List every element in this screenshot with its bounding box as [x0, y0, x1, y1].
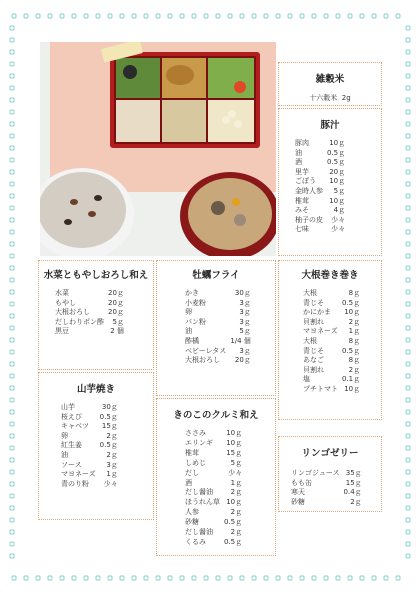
- ingredient-row: [185, 327, 251, 337]
- ingredient-amount: 10ｇ: [226, 438, 243, 447]
- ingredient-name: 寒天: [291, 488, 305, 497]
- ingredient-amount: 15ｇ: [226, 448, 243, 457]
- ingredient-row: [185, 299, 251, 309]
- ingredient-name: 山芋: [61, 403, 75, 411]
- ingredient-amount: 5ｇ: [333, 186, 346, 195]
- ingredient-name: 油: [185, 327, 192, 336]
- ingredient-row: [295, 149, 345, 159]
- ingredient-row: [61, 403, 118, 413]
- ingredient-amount: 2ｇ: [106, 431, 118, 440]
- ingredient-amount: 少々: [331, 215, 346, 224]
- ingredient-row: [303, 385, 360, 395]
- ingredient-name: くるみ: [185, 537, 206, 546]
- ingredient-list: [55, 289, 124, 337]
- ingredient-name: 砂糖: [185, 518, 199, 527]
- ingredient-name: リンゴジュース: [291, 469, 340, 477]
- ingredient-name: 豚肉: [295, 139, 309, 147]
- ingredient-amount: 1ｇ: [348, 327, 361, 336]
- ingredient-name: みそ: [295, 206, 309, 215]
- ingredient-row: [185, 528, 242, 538]
- ingredient-row: [185, 289, 251, 299]
- ingredient-name: だし醤油: [185, 528, 213, 537]
- ingredient-row: [291, 488, 362, 498]
- ingredient-row: [295, 206, 345, 216]
- ingredient-name: キャベツ: [61, 422, 89, 431]
- ingredient-name: マヨネーズ: [61, 470, 96, 479]
- ingredient-row: [185, 429, 242, 439]
- ingredient-amount: 1ｇ: [230, 478, 243, 487]
- ingredient-row: [55, 318, 124, 328]
- ingredient-name: 柚子の皮: [295, 215, 323, 224]
- ingredient-amount: 0.5ｇ: [99, 441, 118, 450]
- ingredient-name: 貝割れ: [303, 317, 324, 326]
- ingredient-amount: 2ｇ: [348, 317, 361, 326]
- ingredient-list: [185, 289, 251, 366]
- ingredient-name: しめじ: [185, 458, 206, 467]
- ingredient-row: [55, 299, 124, 309]
- ingredient-row: [61, 451, 118, 461]
- ingredient-amount: 0.5ｇ: [327, 158, 346, 167]
- ingredient-amount: 10ｇ: [226, 429, 243, 437]
- ingredient-name: ベビーレタス: [185, 346, 227, 355]
- ingredient-amount: 10ｇ: [344, 308, 361, 317]
- section-title: 水菜ともやしおろし和え: [43, 270, 149, 281]
- ingredient-amount: 20ｇ: [108, 308, 124, 317]
- ingredient-name: 酢橘: [185, 336, 199, 345]
- ingredient-amount: 0.4ｇ: [343, 488, 362, 497]
- section-title: 大根巻き巻き: [301, 270, 359, 281]
- section-kaki: [156, 260, 276, 396]
- ingredient-amount: 30ｇ: [234, 289, 251, 297]
- ingredient-name: 青じそ: [303, 298, 324, 307]
- ingredient-amount: 35ｇ: [345, 469, 362, 477]
- ingredient-amount: 0.5ｇ: [342, 346, 361, 355]
- ingredient-row: [303, 327, 360, 337]
- ingredient-name: だし醤油: [185, 488, 213, 497]
- ingredient-row: [185, 508, 242, 518]
- ingredient-row: [295, 168, 345, 178]
- section-ringo: [278, 436, 382, 512]
- ingredient-row: [291, 469, 362, 479]
- ingredient-amount: 2ｇ: [230, 488, 243, 497]
- ingredient-amount: 10ｇ: [329, 139, 346, 147]
- ingredient-amount: 10ｇ: [344, 384, 361, 393]
- ingredient-row: [303, 356, 360, 366]
- ingredient-name: 大根: [303, 289, 317, 297]
- section-yamaimo: [38, 372, 154, 520]
- ingredient-amount: 2 個: [110, 327, 124, 336]
- ingredient-amount: 4ｇ: [333, 206, 346, 215]
- ingredient-name: だし: [185, 468, 199, 477]
- ingredient-name: ほうれん草: [185, 498, 220, 507]
- ingredient-name: 小麦粉: [185, 298, 206, 307]
- ingredient-name: もやし: [55, 298, 76, 307]
- ingredient-row: [303, 299, 360, 309]
- ingredient-amount: 20ｇ: [234, 356, 251, 365]
- ingredient-row: [61, 422, 118, 432]
- ingredient-amount: 5ｇ: [239, 327, 251, 336]
- ingredient-amount: 30ｇ: [101, 403, 118, 411]
- ingredient-row: [185, 469, 242, 479]
- section-daikon: [278, 260, 382, 420]
- ingredient-name: 紅生姜: [61, 441, 82, 450]
- ingredient-name: マヨネーズ: [303, 327, 338, 336]
- ingredient-name: もも缶: [291, 478, 312, 487]
- ingredient-amount: 0.5ｇ: [342, 298, 361, 307]
- ingredient-name: 酒: [185, 478, 192, 487]
- ingredient-row: [303, 289, 360, 299]
- ingredient-amount: 10ｇ: [226, 498, 243, 507]
- ingredient-list: [61, 403, 118, 489]
- ingredient-amount: 5ｇ: [230, 458, 243, 467]
- ingredient-amount: 20ｇ: [108, 289, 124, 297]
- ingredient-amount: 3ｇ: [106, 460, 118, 469]
- ingredient-row: [303, 308, 360, 318]
- ingredient-row: [55, 289, 124, 299]
- ingredient-amount: 少々: [103, 479, 118, 488]
- ingredient-name: 金時人参: [295, 186, 323, 195]
- ingredient-row: [185, 479, 242, 489]
- ingredient-amount: 8ｇ: [348, 356, 361, 365]
- ingredient-row: [295, 158, 345, 168]
- ingredient-amount: 3ｇ: [239, 308, 251, 317]
- ingredient-row: [185, 538, 242, 548]
- ingredient-row: [291, 479, 362, 489]
- ingredient-amount: 0.5ｇ: [224, 518, 243, 527]
- ingredient-amount: 3ｇ: [239, 317, 251, 326]
- ingredient-row: [291, 498, 362, 508]
- ingredient-name: 水菜: [55, 289, 69, 297]
- ingredient-amount: 15ｇ: [101, 422, 118, 431]
- section-title: 豚汁: [320, 120, 340, 131]
- ingredient-amount: 3ｇ: [239, 298, 251, 307]
- ingredient-amount: 20ｇ: [329, 167, 346, 176]
- ingredient-row: [295, 216, 345, 226]
- ingredient-name: 大根: [303, 336, 317, 345]
- ingredient-amount: 0.1ｇ: [342, 375, 361, 384]
- ingredient-row: [185, 439, 242, 449]
- ingredient-amount: 8ｇ: [348, 336, 361, 345]
- section-title: 山芋焼き: [76, 384, 115, 395]
- ingredient-name: だしわりポン酢: [55, 317, 104, 326]
- ingredient-name: 人参: [185, 508, 199, 517]
- ingredient-row: [61, 432, 118, 442]
- ingredient-row: [185, 308, 251, 318]
- ingredient-row: [303, 318, 360, 328]
- ingredient-row: [295, 177, 345, 187]
- ingredient-row: [185, 488, 242, 498]
- ingredient-amount: 1ｇ: [106, 470, 118, 479]
- meal-photo: [40, 42, 276, 256]
- ingredient-amount: 20ｇ: [108, 298, 124, 307]
- ingredient-name: 大根おろし: [55, 308, 90, 317]
- ingredient-name: 椎茸: [185, 448, 199, 457]
- ingredient-name: 桜えび: [61, 412, 82, 421]
- section-zakkokumai: [278, 62, 382, 106]
- ingredient-amount: 0.5ｇ: [224, 537, 243, 546]
- ingredient-list: [303, 289, 360, 395]
- ingredient-name: 青のり粉: [61, 479, 89, 488]
- ingredient-list: [295, 139, 345, 235]
- ingredient-name: 大根おろし: [185, 356, 220, 365]
- section-title: リンゴゼリー: [301, 448, 359, 459]
- ingredient-name: 貝割れ: [303, 365, 324, 374]
- ingredient-row: [185, 347, 251, 357]
- ingredient-row: [61, 480, 118, 490]
- ingredient-name: ソース: [61, 460, 82, 469]
- ingredient-list: [185, 429, 242, 548]
- ingredient-row: [295, 225, 345, 235]
- ingredient-amount: 2ｇ: [106, 450, 118, 459]
- ingredient-name: 里芋: [295, 167, 309, 176]
- ingredient-amount: 2ｇ: [350, 497, 362, 506]
- section-mizuna: [38, 260, 154, 370]
- section-title: 雑穀米: [315, 74, 345, 85]
- ingredient-amount: 15ｇ: [345, 478, 362, 487]
- ingredient-row: [61, 461, 118, 471]
- ingredient-amount: 10ｇ: [329, 196, 346, 205]
- ingredient-name: 七味: [295, 225, 309, 234]
- ingredient-amount: 0.5ｇ: [99, 412, 118, 421]
- ingredient-row: [55, 308, 124, 318]
- ingredient-name: パン粉: [185, 317, 206, 326]
- ingredient-name: かにかま: [303, 308, 331, 317]
- ingredient-amount: 少々: [331, 225, 346, 234]
- ingredient-row: [61, 413, 118, 423]
- ingredient-row: [55, 327, 124, 337]
- section-tonjiru: [278, 108, 382, 256]
- ingredient-name: 塩: [303, 375, 310, 384]
- ingredient-amount: 0.5ｇ: [327, 148, 346, 157]
- ingredient-name: ごぼう: [295, 177, 316, 186]
- ingredient-row: 十六穀米 2g: [309, 94, 351, 102]
- ingredient-row: [185, 318, 251, 328]
- ingredient-row: [303, 337, 360, 347]
- ingredient-row: [185, 518, 242, 528]
- ingredient-name: ささみ: [185, 429, 206, 437]
- ingredient-name: 砂糖: [291, 497, 305, 506]
- ingredient-amount: 1/4 個: [230, 336, 251, 345]
- ingredient-list: [291, 469, 362, 507]
- ingredient-amount: 2ｇ: [348, 365, 361, 374]
- ingredient-row: [303, 366, 360, 376]
- ingredient-name: 黒豆: [55, 327, 69, 336]
- ingredient-row: [61, 441, 118, 451]
- ingredient-amount: 10ｇ: [329, 177, 346, 186]
- ingredient-name: エリンギ: [185, 438, 213, 447]
- ingredient-name: 油: [61, 450, 68, 459]
- ingredient-name: 卵: [61, 431, 68, 440]
- ingredient-row: [295, 139, 345, 149]
- ingredient-amount: 3ｇ: [239, 346, 251, 355]
- ingredient-row: [185, 459, 242, 469]
- ingredient-name: あなご: [303, 356, 324, 365]
- ingredient-row: [185, 356, 251, 366]
- ingredient-amount: 2ｇ: [230, 528, 243, 537]
- ingredient-name: 卵: [185, 308, 192, 317]
- ingredient-row: [185, 498, 242, 508]
- ingredient-name: かき: [185, 289, 199, 297]
- section-kinoko: [156, 398, 276, 556]
- ingredient-name: 青じそ: [303, 346, 324, 355]
- ingredient-amount: 8ｇ: [348, 289, 361, 297]
- ingredient-amount: 2ｇ: [230, 508, 243, 517]
- ingredient-amount: 少々: [228, 468, 243, 477]
- ingredient-row: [303, 347, 360, 357]
- ingredient-name: 椎茸: [295, 196, 309, 205]
- ingredient-name: プチトマト: [303, 384, 338, 393]
- ingredient-row: [295, 197, 345, 207]
- ingredient-row: [295, 187, 345, 197]
- ingredient-row: [185, 337, 251, 347]
- section-title: きのこのクルミ和え: [173, 410, 259, 421]
- section-title: 牡蠣フライ: [192, 270, 240, 281]
- ingredient-row: [303, 375, 360, 385]
- ingredient-name: 酒: [295, 158, 302, 167]
- ingredient-row: [61, 470, 118, 480]
- ingredient-amount: 5ｇ: [112, 317, 124, 326]
- ingredient-name: 油: [295, 148, 302, 157]
- ingredient-row: [185, 449, 242, 459]
